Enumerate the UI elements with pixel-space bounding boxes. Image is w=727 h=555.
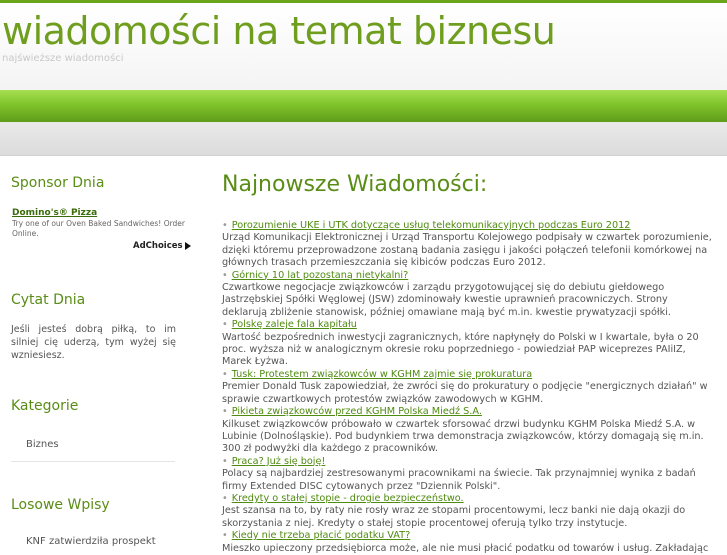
adchoices-label: AdChoices [133,241,183,251]
news-item [222,456,714,493]
news-excerpt: Premier Donald Tusk zapowiedział, że zwróci się do prokuratury o podjęcie "energicznych działań" w sprawie czwartkowych protestów związków zawodowych w KGHM. [222,381,708,405]
news-title-link[interactable]: Polskę zaleje fala kapitału [231,319,357,331]
news-item [222,319,714,369]
bullet-icon: • [222,220,228,231]
navigation-bar [0,90,727,122]
news-excerpt: Jest szansa na to, by raty nie rosły wraz ze stopami procentowymi, lecz banki nie dają okazji do skorzystania z niej. Kredyty o stałej stopie procentowej oferują tylko trzy instytucje. [222,505,686,529]
bullet-icon: • [222,269,228,281]
bullet-icon: • [222,530,228,542]
bullet-icon: • [222,455,228,467]
quote-text: Jeśli jesteś dobrą piłką, to im silniej cię uderzą, tym wyżej się wzniesiesz. [11,324,176,361]
adchoices-icon [185,242,191,250]
news-excerpt: Mieszko upieczony przedsiębiorca może, ale nie musi płacić podatku od towarów i usług. Zakładając [222,542,709,554]
news-title-link[interactable]: Praca? Już się boję! [231,455,326,467]
site-header [0,0,727,90]
sub-navigation-bar [0,122,727,156]
category-divider [11,461,175,462]
category-item-biznes[interactable]: Biznes [26,439,59,450]
news-excerpt: Czwartkowe negocjacje związkowców i zarządu przygotowującej się do debiutu giełdowego Jastrzębskiej Spółki Węglowej (JSW) zdominowały kwestie uprawnień pracowniczych. Strony deklarują zbliżenie stanowisk, później omawiane mają być m.in. kwestie prywatyzacji spółki. [222,282,672,318]
bullet-icon: • [222,406,228,418]
news-item [222,406,714,456]
sponsor-ad-link[interactable]: Domino's® Pizza [12,208,98,218]
news-excerpt: Wartość bezpośrednich inwestycji zagranicznych, które napłynęły do Polski w I kwartale, była o 20 proc. wyższa niż w analogicznym okresie roku poprzedniego - powiedział PAP wiceprezes PAIiIZ, Marek Łyżwa. [222,331,699,368]
sponsor-heading: Sponsor Dnia [11,175,105,191]
bullet-icon: • [222,319,228,331]
news-item [222,220,714,270]
sponsor-ad-text[interactable]: Try one of our Oven Baked Sandwiches! Order Online. [12,219,186,238]
latest-news-heading: Najnowsze Wiadomości: [222,172,488,197]
news-excerpt: Urząd Komunikacji Elektronicznej i Urząd Transportu Kolejowego podpisały w czwartek porozumienie, dzięki któremu przeprowadzone zostaną badania zasięgu i jakości połączeń telefonii komórkowej na głównych trasach przemieszczania się kibiców podczas Euro 2012. [222,232,712,269]
news-list [222,220,714,555]
site-title[interactable]: wiadomości na temat biznesu [2,9,556,53]
bullet-icon: • [222,492,228,504]
random-posts-heading: Losowe Wpisy [11,497,110,513]
categories-heading: Kategorie [11,398,79,414]
bullet-icon: • [222,368,228,380]
quote-heading: Cytat Dnia [11,292,86,308]
news-item [222,369,714,406]
news-item [222,493,714,530]
news-title-link[interactable]: Tusk: Protestem związkowców w KGHM zajmie się prokuratura [231,368,533,380]
news-title-link[interactable]: Porozumienie UKE i UTK dotyczące usług telekomunikacyjnych podczas Euro 2012 [231,220,631,231]
site-subtitle: najświeższe wiadomości [2,53,124,64]
news-excerpt: Kilkuset związkowców próbowało w czwartek sforsować drzwi budynku KGHM Polska Miedź S.A. w Lubinie (Dolnośląskie). Pod budynkiem trwa demonstracja związkowców, którzy domagają się m.in. 300 zł podwyżki dla każdego z pracowników. [222,418,704,455]
news-title-link[interactable]: Górnicy 10 lat pozostaną nietykalni? [231,269,409,281]
news-item [222,270,714,320]
news-excerpt: Polacy są najbardziej zestresowanymi pracownikami na świecie. Tak przynajmniej wynika z badań firmy Extended DISC cytowanych przez "Dziennik Polski". [222,468,696,492]
adchoices-link[interactable] [133,241,191,251]
random-post-item[interactable]: KNF zatwierdziła prospekt [26,536,156,547]
news-title-link[interactable]: Kiedy nie trzeba płacić podatku VAT? [231,530,411,542]
news-title-link[interactable]: Pikieta związkowców przed KGHM Polska Miedź S.A. [231,406,482,418]
news-title-link[interactable]: Kredyty o stałej stopie - drogie bezpieczeństwo. [231,492,464,504]
news-item [222,530,714,555]
